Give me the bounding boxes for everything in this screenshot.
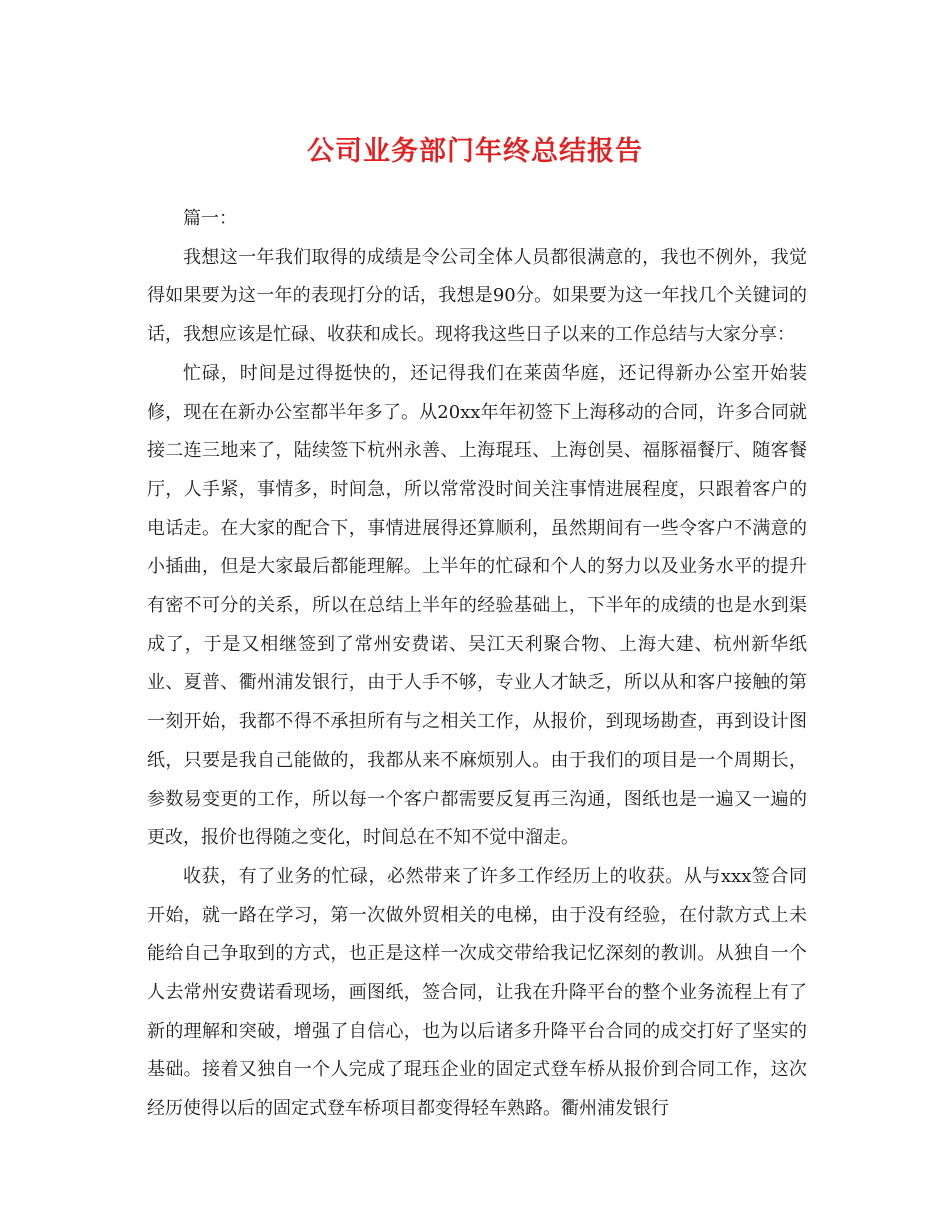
paragraph-busy: 忙碌，时间是过得挺快的，还记得我们在莱茵华庭，还记得新办公室开始装修，现在在新办公室都半年多了。从20xx年年初签下上海移动的合同，许多合同就接二连三地来了，陆续签下杭州永善、上海琨珏、上海创昊、福豚福餐厅、随客餐厅，人手紧，事情多，时间急，所以常常没时间关注事情进展程度，只跟着客户的电话走。在大家的配合下，事情进展得还算顺利，虽然期间有一些令客户不满意的小插曲，但是大家最后都能理解。上半年的忙碌和个人的努力以及业务水平的提升有密不可分的关系，所以在总结上半年的经验基础上，下半年的成绩的也是水到渠成了，于是又相继签到了常州安费诺、吴江天利聚合物、上海大建、杭州新华纸业、夏普、衢州浦发银行，由于人手不够，专业人才缺乏，所以从和客户接触的第一刻开始，我都不得不承担所有与之相关工作，从报价，到现场勘查，再到设计图纸，只要是我自己能做的，我都从来不麻烦别人。由于我们的项目是一个周期长，参数易变更的工作，所以每一个客户都需要反复再三沟通，图纸也是一遍又一遍的更改，报价也得随之变化，时间总在不知不觉中溜走。 [147,362,807,849]
paragraph-gains: 收获，有了业务的忙碌，必然带来了许多工作经历上的收获。从与xxx签合同开始，就一路在学习，第一次做外贸相关的电梯，由于没有经验，在付款方式上未能给自己争取到的方式，也正是这样一次成交带给我记忆深刻的教训。从独自一个人去常州安费诺看现场，画图纸，签合同，让我在升降平台的整个业务流程上有了新的理解和突破，增强了自信心，也为以后诸多升降平台合同的成交打好了坚实的基础。接着又独自一个人完成了琨珏企业的固定式登车桥从报价到合同工作，这次经历使得以后的固定式登车桥项目都变得轻车熟路。衢州浦发银行 [147,865,807,1120]
document-body [147,200,807,1129]
document-title: 公司业务部门年终总结报告 [307,136,643,167]
section-label: 篇一： [183,208,237,229]
paragraph-intro: 我想这一年我们取得的成绩是令公司全体人员都很满意的，我也不例外，我觉得如果要为这一年的表现打分的话，我想是90分。如果要为这一年找几个关键词的话，我想应该是忙碌、收获和成长。现将我这些日子以来的工作总结与大家分享： [147,246,807,346]
